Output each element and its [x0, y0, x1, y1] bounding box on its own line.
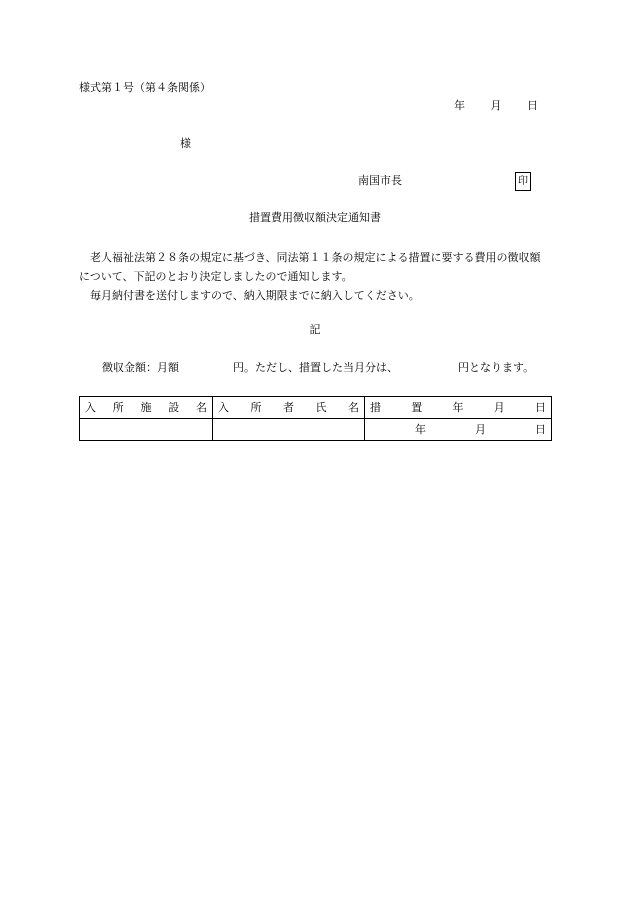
amount-label: 徴収金額：月額: [102, 361, 179, 374]
header-facility-name: 入 所 施 設 名: [80, 397, 213, 419]
info-table: [79, 396, 552, 441]
resident-name-cell[interactable]: [213, 419, 365, 441]
addressee-honorific: 様: [180, 137, 191, 150]
placement-date-cell[interactable]: 年 月 日: [365, 419, 552, 441]
header-resident-name: 入 所 者 氏 名: [213, 397, 365, 419]
facility-name-cell[interactable]: [80, 419, 213, 441]
body-line-3: 毎月納付書を送付しますので、納入期限までに納入してください。: [90, 289, 420, 302]
issuer-title: 南国市長: [358, 174, 402, 187]
table-header-row: [80, 397, 552, 419]
body-paragraph: [79, 248, 554, 305]
document-title: 措置費用徴収額決定通知書: [249, 211, 381, 224]
ki-heading: 記: [309, 323, 321, 336]
date-year-label: 年: [454, 99, 465, 112]
header-placement-date: 措 置 年 月 日: [365, 397, 552, 419]
form-number: 様式第１号（第４条関係）: [79, 81, 211, 94]
body-line-2: について、下記のとおり決定しましたので通知します。: [79, 270, 353, 283]
date-day-label: 日: [527, 99, 538, 112]
seal-mark: 印: [515, 172, 531, 191]
amount-end-text: 円となります。: [458, 361, 535, 374]
amount-line: [102, 362, 534, 373]
amount-mid-text: 円。ただし、措置した当月分は、: [233, 361, 398, 374]
date-month-label: 月: [490, 99, 502, 112]
body-line-1: 老人福祉法第２８条の規定に基づき、同法第１１条の規定による措置に要する費用の徴収額: [90, 251, 541, 264]
table-row: [80, 419, 552, 441]
issue-date: [432, 100, 538, 111]
